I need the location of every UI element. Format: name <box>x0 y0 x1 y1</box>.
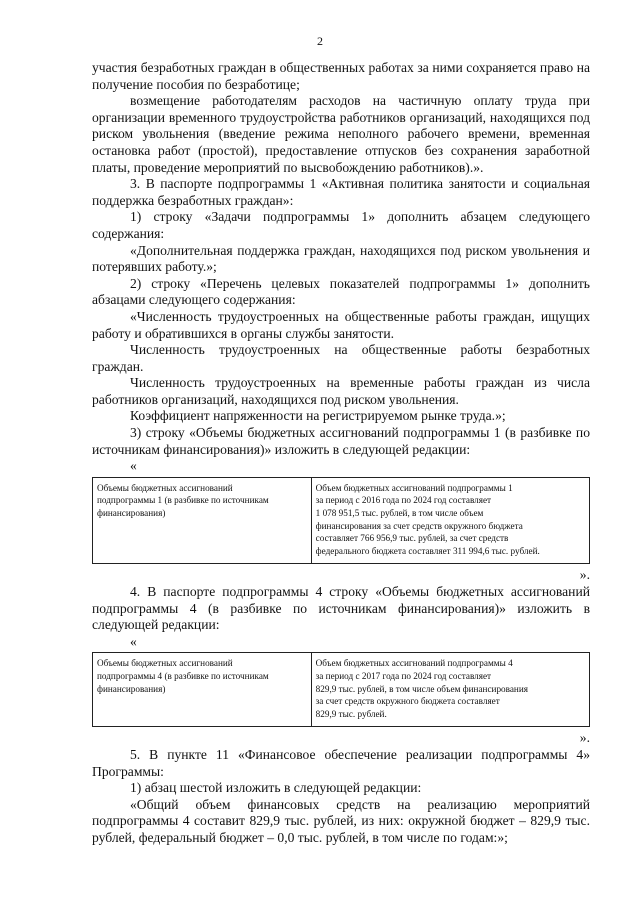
document-body <box>92 60 590 847</box>
table-row <box>93 653 590 727</box>
cell-line: подпрограммы 4 (в разбивке по источникам <box>97 670 269 681</box>
quote-open-mark: « <box>130 633 137 649</box>
cell-line: финансирования) <box>97 683 166 694</box>
paragraph: участия безработных граждан в общественных работах за ними сохраняется право на получение пособия по безработице; <box>92 60 590 92</box>
paragraph: 5. В пункте 11 «Финансовое обеспечение реализации подпрограммы 4» Программы: <box>92 746 590 779</box>
paragraph: 3) строку «Объемы бюджетных ассигнований подпрограммы 1 (в разбивке по источникам финансирования)» изложить в следующей редакции: <box>92 425 590 457</box>
quote-close-mark: ». <box>579 567 590 583</box>
cell-line: финансирования) <box>97 508 166 519</box>
quote-open-mark: « <box>130 458 137 474</box>
cell-line: 829,9 тыс. рублей, в том числе объем финансирования <box>315 683 528 694</box>
paragraph: 3. В паспорте подпрограммы 1 «Активная политика занятости и социальная поддержка безработных граждан»: <box>92 176 590 208</box>
page-number: 2 <box>317 34 323 48</box>
cell-line: за период с 2016 года по 2024 год составляет <box>315 495 492 506</box>
paragraph: 4. В паспорте подпрограммы 4 строку «Объемы бюджетных ассигнований подпрограммы 4 (в разбивке по источникам финансирования)» изложить в следующей редакции: <box>92 584 590 633</box>
cell-line: за счет средств окружного бюджета составляет <box>315 696 500 707</box>
table-cell-value <box>311 477 589 564</box>
paragraph: «Численность трудоустроенных на общественные работы граждан, ищущих работу и обратившихся в органы службы занятости. <box>92 308 590 341</box>
budget-table-subprogram-4 <box>92 652 590 727</box>
paragraph: 2) строку «Перечень целевых показателей подпрограммы 1» дополнить абзацами следующего содержания: <box>92 275 590 308</box>
cell-line: подпрограммы 1 (в разбивке по источникам <box>97 495 269 506</box>
cell-line: 829,9 тыс. рублей. <box>315 708 387 719</box>
cell-line: за период с 2017 года по 2024 год составляет <box>315 670 492 681</box>
cell-line: финансирования за счет средств окружного бюджета <box>315 520 523 531</box>
paragraph: «Общий объем финансовых средств на реализацию мероприятий подпрограммы 4 составит 829,9 тыс. рублей, из них: окружной бюджет – 829,9 тыс. рублей, федеральный бюджет – 0,0 тыс. рублей, в том числе по годам:»; <box>92 796 590 845</box>
cell-line: 1 078 951,5 тыс. рублей, в том числе объем <box>315 508 484 519</box>
table-cell-label <box>93 653 312 727</box>
paragraph: Коэффициент напряженности на регистрируемом рынке труда.»; <box>130 408 506 424</box>
table-row <box>93 477 590 564</box>
table-cell-value <box>311 653 589 727</box>
paragraph: возмещение работодателям расходов на частичную оплату труда при организации временного трудоустройства работников организаций, находящихся под риском увольнения (введение режима неполного рабочего времени, временная остановка работ (простой), предоставление отпусков без сохранения заработной платы, проведение мероприятий по высвобождению работников).». <box>92 93 590 175</box>
cell-line: Объемы бюджетных ассигнований <box>97 658 233 669</box>
table-cell-label <box>93 477 312 564</box>
paragraph: «Дополнительная поддержка граждан, находящихся под риском увольнения и потерявших работу.»; <box>92 242 590 275</box>
quote-close-mark: ». <box>579 730 590 746</box>
budget-table-subprogram-1 <box>92 477 590 565</box>
paragraph: Численность трудоустроенных на общественные работы безработных граждан. <box>92 342 590 374</box>
paragraph: 1) строку «Задачи подпрограммы 1» дополнить абзацем следующего содержания: <box>92 209 590 241</box>
cell-line: федерального бюджета составляет 311 994,6 тыс. рублей. <box>315 545 540 556</box>
cell-line: Объемы бюджетных ассигнований <box>97 482 233 493</box>
cell-line: Объем бюджетных ассигнований подпрограммы 1 <box>315 482 513 493</box>
cell-line: Объем бюджетных ассигнований подпрограммы 4 <box>315 658 513 669</box>
cell-line: составляет 766 956,9 тыс. рублей, за счет средств <box>315 533 509 544</box>
paragraph: Численность трудоустроенных на временные работы граждан из числа работников организаций, находящихся под риском увольнения. <box>92 375 590 407</box>
paragraph: 1) абзац шестой изложить в следующей редакции: <box>130 780 422 796</box>
